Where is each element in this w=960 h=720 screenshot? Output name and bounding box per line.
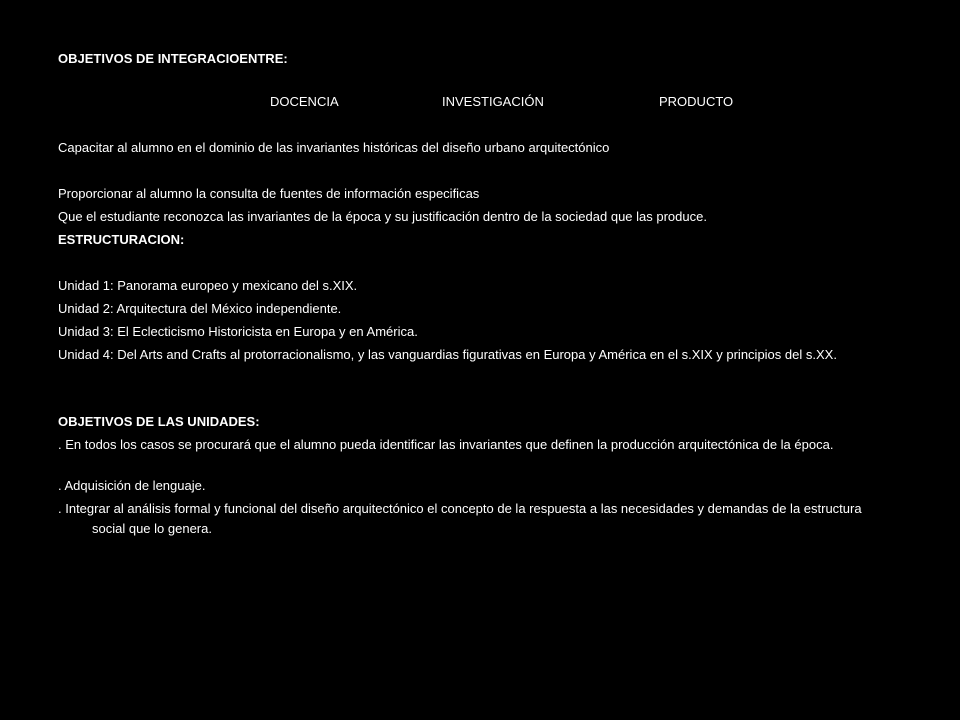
objective-line: Proporcionar al alumno la consulta de fuentes de información especificas	[58, 186, 480, 201]
column-docencia: DOCENCIA	[270, 94, 339, 109]
column-investigacion: INVESTIGACIÓN	[442, 94, 544, 109]
unit-line: Unidad 3: El Eclecticismo Historicista en Europa y en América.	[58, 324, 418, 339]
integration-heading: OBJETIVOS DE INTEGRACIOENTRE:	[58, 51, 288, 66]
unit-line: Unidad 1: Panorama europeo y mexicano del s.XIX.	[58, 278, 358, 293]
objective-line: Que el estudiante reconozca las invariantes de la época y su justificación dentro de la sociedad que las produce.	[58, 209, 707, 224]
unit-line: Unidad 2: Arquitectura del México independiente.	[58, 301, 342, 316]
unit-objective-line: . Adquisición de lenguaje.	[58, 478, 206, 493]
unit-line: Unidad 4: Del Arts and Crafts al protorracionalismo, y las vanguardias figurativas en Europa y América en el s.XIX y principios del s.XX.	[58, 347, 837, 362]
objective-line: Capacitar al alumno en el dominio de las invariantes históricas del diseño urbano arquitectónico	[58, 140, 610, 155]
column-producto: PRODUCTO	[659, 94, 734, 109]
units-objectives-heading: OBJETIVOS DE LAS UNIDADES:	[58, 414, 260, 429]
unit-objective-line: . Integrar al análisis formal y funcional del diseño arquitectónico el concepto de la respuesta a las necesidades y demandas de la estructura social que lo genera.	[58, 501, 862, 536]
structure-heading: ESTRUCTURACION:	[58, 232, 185, 247]
unit-objective-line: . En todos los casos se procurará que el alumno pueda identificar las invariantes que definen la producción arquitectónica de la época.	[58, 437, 834, 452]
